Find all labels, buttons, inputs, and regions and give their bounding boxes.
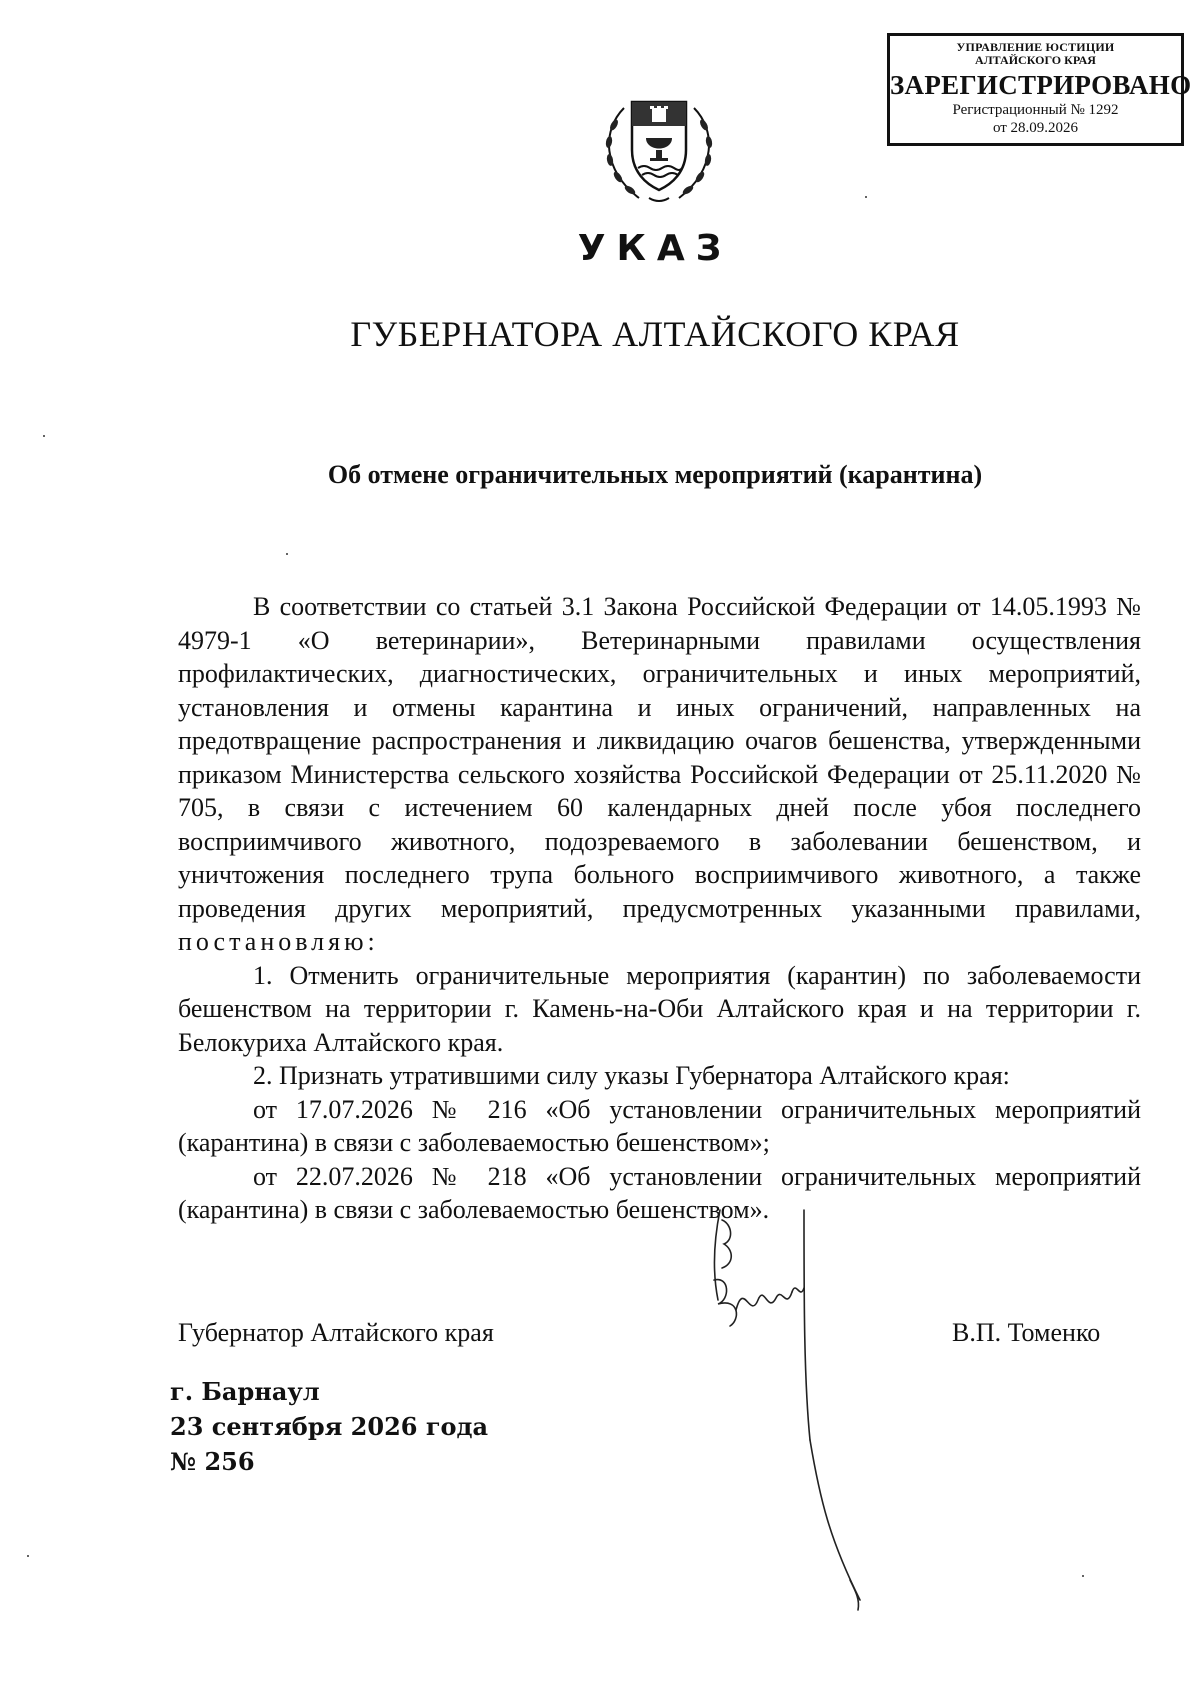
item-2: 2. Признать утратившими силу указы Губернатора Алтайского края: <box>253 1061 1010 1090</box>
coat-of-arms-icon <box>594 80 724 210</box>
preamble-paragraph <box>178 590 1141 959</box>
scan-speck <box>43 435 45 437</box>
document-subject: Об отмене ограничительных мероприятий (карантина) <box>327 460 983 489</box>
scan-speck <box>1082 1575 1084 1577</box>
issuer-title: ГУБЕРНАТОРА АЛТАЙСКОГО КРАЯ <box>350 314 960 354</box>
item-2-sub-2: от 22.07.2026 № 218 «Об установлении ограничительных мероприятий (карантина) в связи с заболеваемостью бешенством». <box>178 1161 1141 1224</box>
scan-speck <box>286 553 288 555</box>
stamp-authority-line1: УПРАВЛЕНИЕ ЮСТИЦИИ <box>956 40 1115 54</box>
signatory-name: В.П. Томенко <box>952 1318 1101 1347</box>
scan-speck <box>27 1555 29 1557</box>
stamp-status: ЗАРЕГИСТРИРОВАНО <box>890 70 1192 100</box>
issue-date: 23 сентября 2026 года <box>170 1412 489 1441</box>
registration-stamp <box>887 33 1192 146</box>
issue-city: г. Барнаул <box>170 1377 320 1406</box>
preamble-text: В соответствии со статьей 3.1 Закона Российской Федерации от 14.05.1993 № 4979-1 «О ветеринарии», Ветеринарными правилами осуществления профилактических, диагностических, ограничительных и иных мероприятий, установления и отмены карантина и иных ограничений, направленных на предотвращение распространения и ликвидацию очагов бешенства, утвержденными приказом Министерства сельского хозяйства Российской Федерации от 25.11.2020 № 705, в связи с истечением 60 календарных дней после убоя последнего восприимчивого животного, подозреваемого в заболевании бешенством, и уничтожения последнего трупа больного восприимчивого животного, а также проведения других мероприятий, предусмотренных указанными правилами, <box>178 592 1141 923</box>
item-2-sub-1: от 17.07.2026 № 216 «Об установлении ограничительных мероприятий (карантина) в связи с заболеваемостью бешенством»; <box>178 1094 1141 1157</box>
stamp-reg-date: от 28.09.2026 <box>992 120 1079 136</box>
issue-details <box>170 1374 488 1479</box>
decree-word: постановляю: <box>178 927 379 956</box>
stamp-reg-number: Регистрационный № 1292 <box>952 102 1119 118</box>
scan-speck <box>865 196 867 198</box>
decree-number: № 256 <box>170 1447 255 1476</box>
document-type-title: УКАЗ <box>577 228 733 269</box>
signatory-position: Губернатор Алтайского края <box>178 1318 494 1347</box>
handwritten-signature-icon <box>700 1180 900 1620</box>
item-1: 1. Отменить ограничительные мероприятия (карантин) по заболеваемости бешенством на территории г. Камень-на-Оби Алтайского края и на территории г. Белокуриха Алтайского края. <box>178 960 1141 1057</box>
document-body <box>178 590 1141 1227</box>
stamp-authority-line2: АЛТАЙСКОГО КРАЯ <box>975 53 1096 67</box>
